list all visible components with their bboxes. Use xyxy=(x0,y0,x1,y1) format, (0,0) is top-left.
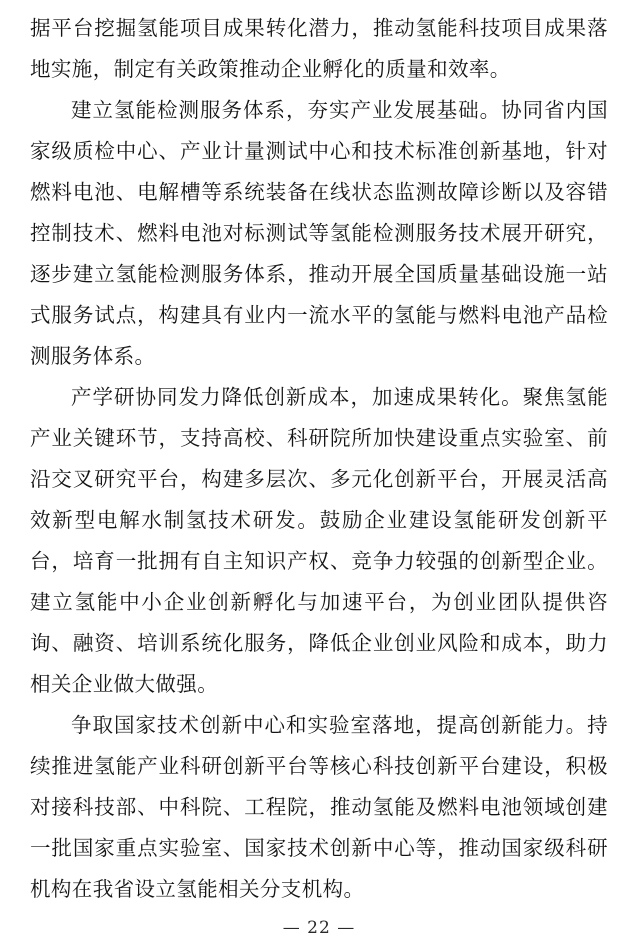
document-body xyxy=(30,8,608,952)
page-number-footer: — 22 — xyxy=(282,918,356,938)
paragraph-2: 建立氢能检测服务体系，夯实产业发展基础。协同省内国家级质检中心、产业计量测试中心和技术标准创新基地，针对燃料电池、电解槽等系统装备在线状态监测故障诊断以及容错控制技术、燃料电池对标测试等氢能检测服务技术展开研究，逐步建立氢能检测服务体系，推动开展全国质量基础设施一站式服务试点，构建具有业内一流水平的氢能与燃料电池产品检测服务体系。 xyxy=(30,98,608,368)
paragraph-1: 据平台挖掘氢能项目成果转化潜力，推动氢能科技项目成果落地实施，制定有关政策推动企业孵化的质量和效率。 xyxy=(30,16,608,81)
paragraph-4: 争取国家技术创新中心和实验室落地，提高创新能力。持续推进氢能产业科研创新平台等核心科技创新平台建设，积极对接科技部、中科院、工程院，推动氢能及燃料电池领域创建一批国家重点实验室、国家技术创新中心等，推动国家级科研机构在我省设立氢能相关分支机构。 xyxy=(30,713,608,901)
paragraph-3: 产学研协同发力降低创新成本，加速成果转化。聚焦氢能产业关键环节，支持高校、科研院所加快建设重点实验室、前沿交叉研究平台，构建多层次、多元化创新平台，开展灵活高效新型电解水制氢技术研发。鼓励企业建设氢能研发创新平台，培育一批拥有自主知识产权、竞争力较强的创新型企业。建立氢能中小企业创新孵化与加速平台，为创业团队提供咨询、融资、培训系统化服务，降低企业创业风险和成本，助力相关企业做大做强。 xyxy=(30,385,608,696)
